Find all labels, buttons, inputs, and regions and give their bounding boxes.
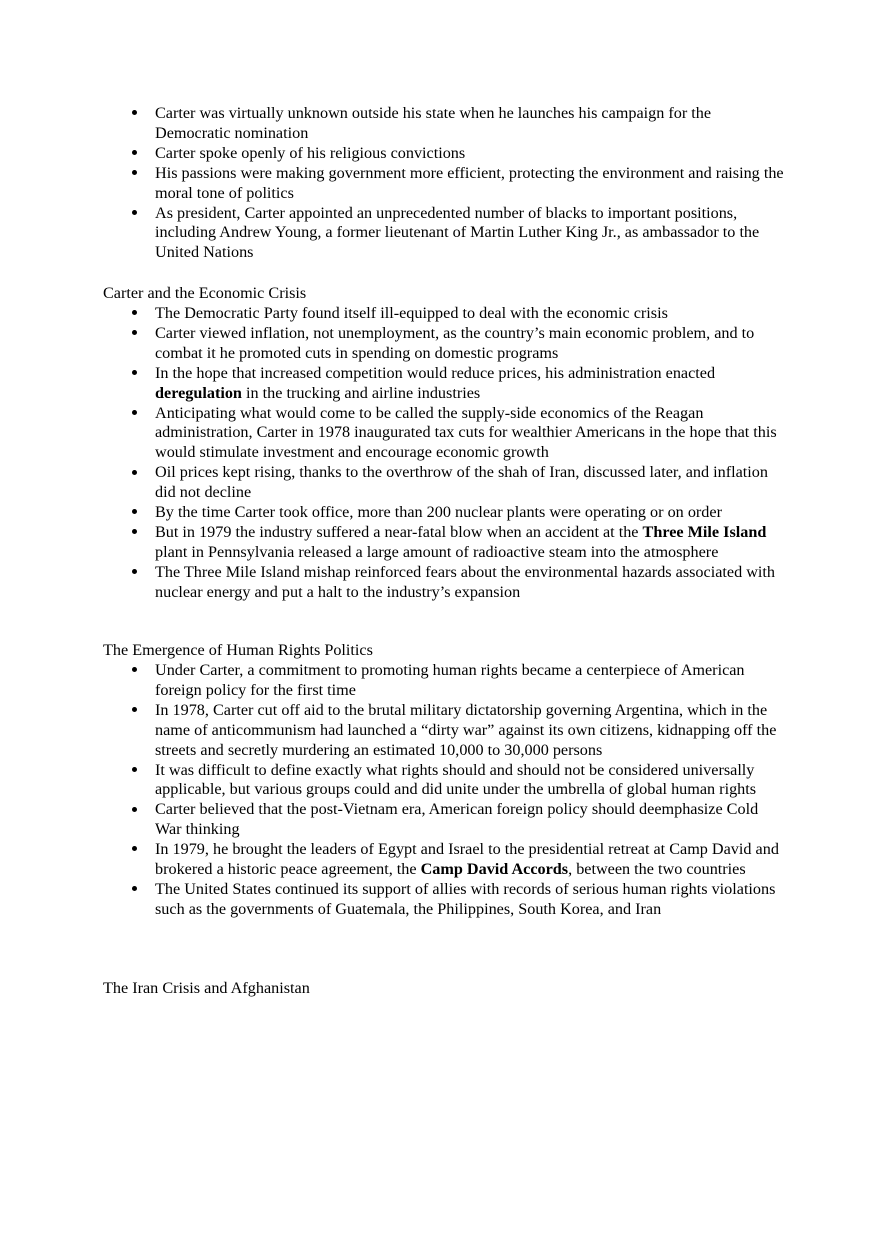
list-item — [0, 304, 785, 324]
bullet-icon — [130, 324, 138, 344]
list-item-text: It was difficult to define exactly what rights should and should not be considered universally applicable, but various groups could and did unite under the umbrella of global human rights — [155, 760, 757, 799]
section-bullet-list — [0, 304, 880, 603]
list-item-text: As president, Carter appointed an unprecedented number of blacks to important positions, including Andrew Young, a former lieutenant of Martin Luther King Jr., as ambassador to the United Nations — [155, 203, 760, 262]
bold-term: Three Mile Island — [642, 522, 767, 541]
list-item — [0, 164, 785, 204]
bullet-icon — [130, 563, 138, 583]
list-item-text: plant in Pennsylvania released a large amount of radioactive steam into the atmosphere — [155, 542, 719, 561]
section-heading: The Emergence of Human Rights Politics — [103, 641, 373, 659]
list-item — [0, 800, 785, 840]
bullet-icon — [130, 503, 138, 523]
list-item — [0, 701, 785, 761]
list-item-text: in the trucking and airline industries — [241, 383, 481, 402]
list-item — [0, 404, 785, 464]
list-item — [0, 563, 785, 603]
list-item — [0, 880, 785, 920]
list-item-text: His passions were making government more efficient, protecting the environment and raising the moral tone of politics — [155, 163, 784, 202]
bold-term: deregulation — [155, 383, 242, 402]
list-item-text: But in 1979 the industry suffered a near-fatal blow when an accident at the — [155, 522, 643, 541]
bullet-icon — [130, 880, 138, 900]
list-item-text: Oil prices kept rising, thanks to the overthrow of the shah of Iran, discussed later, and inflation did not decline — [155, 463, 768, 502]
bold-term: Camp David Accords — [420, 860, 569, 879]
list-item-text: The United States continued its support of allies with records of serious human rights violations such as the governments of Guatemala, the Philippines, South Korea, and Iran — [155, 879, 776, 918]
bullet-icon — [130, 761, 138, 781]
section-heading: Carter and the Economic Crisis — [103, 284, 307, 302]
bullet-icon — [130, 104, 138, 124]
list-item-text: Carter spoke openly of his religious convictions — [155, 143, 466, 162]
bullet-icon — [130, 204, 138, 224]
intro-bullet-list — [0, 104, 880, 263]
list-item — [0, 364, 785, 404]
list-item — [0, 104, 785, 144]
list-item-text: , between the two countries — [568, 860, 746, 879]
list-item — [0, 324, 785, 364]
list-item — [0, 463, 785, 503]
list-item-text: In 1978, Carter cut off aid to the brutal military dictatorship governing Argentina, which in the name of anticommunism had launched a “dirty war” against its own citizens, kidnapping off the streets and secretly murdering an estimated 10,000 to 30,000 persons — [155, 700, 777, 759]
list-item-text: The Three Mile Island mishap reinforced fears about the environmental hazards associated with nuclear energy and put a halt to the industry’s expansion — [155, 562, 775, 601]
bullet-icon — [130, 523, 138, 543]
bullet-icon — [130, 364, 138, 384]
bullet-icon — [130, 661, 138, 681]
list-item-text: Carter believed that the post-Vietnam era, American foreign policy should deemphasize Cold War thinking — [155, 800, 759, 839]
bullet-icon — [130, 144, 138, 164]
bullet-icon — [130, 800, 138, 820]
bullet-icon — [130, 463, 138, 483]
bullet-icon — [130, 840, 138, 860]
list-item-text: In 1979, he brought the leaders of Egypt and Israel to the presidential retreat at Camp David and brokered a historic peace agreement, the — [155, 840, 779, 879]
list-item — [0, 761, 785, 801]
list-item — [0, 523, 785, 563]
list-item-text: Carter viewed inflation, not unemployment, as the country’s main economic problem, and to combat it he promoted cuts in spending on domestic programs — [155, 323, 755, 362]
section-bullet-list — [0, 661, 880, 920]
list-item-text: In the hope that increased competition would reduce prices, his administration enacted — [155, 363, 716, 382]
list-item — [0, 503, 785, 523]
bullet-icon — [130, 701, 138, 721]
bullet-icon — [130, 164, 138, 184]
list-item-text: Anticipating what would come to be called the supply-side economics of the Reagan administration, Carter in 1978 inaugurated tax cuts for wealthier Americans in the hope that this would stimulate investment and encourage economic growth — [155, 403, 777, 462]
list-item-text: Carter was virtually unknown outside his state when he launches his campaign for the Democratic nomination — [155, 104, 712, 142]
section-heading: The Iran Crisis and Afghanistan — [103, 979, 310, 997]
list-item — [0, 144, 785, 164]
bullet-icon — [130, 304, 138, 324]
list-item-text: Under Carter, a commitment to promoting human rights became a centerpiece of American foreign policy for the first time — [155, 661, 745, 699]
list-item — [0, 840, 785, 880]
list-item-text: The Democratic Party found itself ill-equipped to deal with the economic crisis — [155, 304, 668, 322]
bullet-icon — [130, 404, 138, 424]
list-item-text: By the time Carter took office, more than 200 nuclear plants were operating or on order — [155, 503, 722, 522]
list-item — [0, 661, 785, 701]
list-item — [0, 204, 785, 264]
